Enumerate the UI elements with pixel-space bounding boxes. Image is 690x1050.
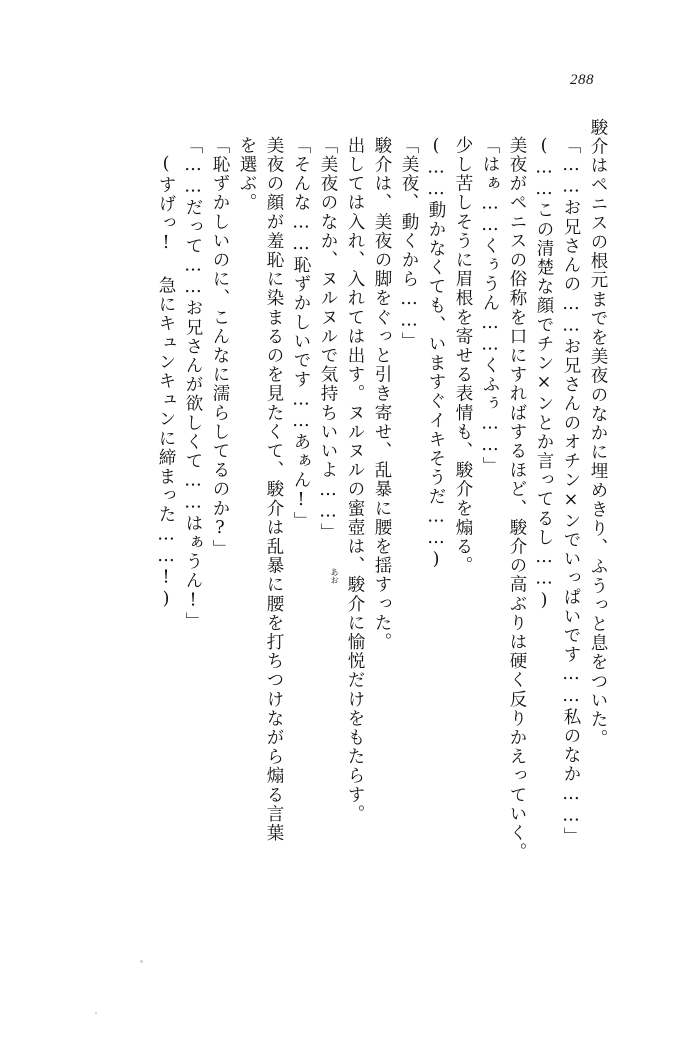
text-line: を選ぶ。 — [237, 136, 257, 213]
text-line: 「恥ずかしいのに、こんなに濡らしてるのか?」 — [210, 136, 230, 559]
text-line: 出しては入れ、入れては出す。ヌルヌルの蜜壺は、駿介に愉悦だけをもたらす。 — [345, 136, 365, 824]
paper-speck — [95, 1012, 97, 1014]
ruby-annotation: あお — [330, 568, 339, 584]
text-line: (すげっ! 急にキュンキュンに締まった……!) — [156, 154, 176, 611]
text-line: 「美夜のなか、ヌルヌルで気持ちいいよ……」 — [318, 136, 338, 543]
paper-speck — [140, 960, 143, 963]
text-line: 「……お兄さんの……お兄さんのオチン×ンでいっぱいです……私のなか……」 — [561, 136, 581, 847]
page-number: 288 — [570, 72, 594, 88]
text-line: 駿介は、美夜の脚をぐっと引き寄せ、乱暴に腰を揺すった。 — [372, 136, 392, 652]
text-line: 「美夜、動くから……」 — [399, 136, 419, 352]
vertical-text-body — [56, 118, 606, 958]
text-line: 「そんな……恥ずかしいです……あぁん!」 — [291, 136, 311, 531]
text-line: 美夜がペニスの俗称を口にすればするほど、駿介の高ぶりは硬く反りかえっていく。 — [507, 136, 527, 862]
text-line: (……この清楚な顔でチン×ンとか言ってるし……) — [534, 136, 554, 612]
text-line: 駿介はペニスの根元までを美夜のなかに埋めきり、ふうっと息をついた。 — [588, 118, 608, 749]
text-line: 「はぁ……くぅうん……くふぅ……」 — [480, 136, 500, 476]
text-line: 「……だって……お兄さんが欲しくて……はぁうん!」 — [183, 136, 203, 631]
text-line: 美夜の顔が羞恥に染まるのを見たくて、駿介は乱暴に腰を打ちつけながら煽る言葉 — [264, 136, 284, 843]
text-line: 少し苦しそうに眉根を寄せる表情も、駿介を煽る。 — [453, 136, 473, 576]
text-line: (……動かなくても、いますぐイキそうだ……) — [426, 136, 446, 572]
